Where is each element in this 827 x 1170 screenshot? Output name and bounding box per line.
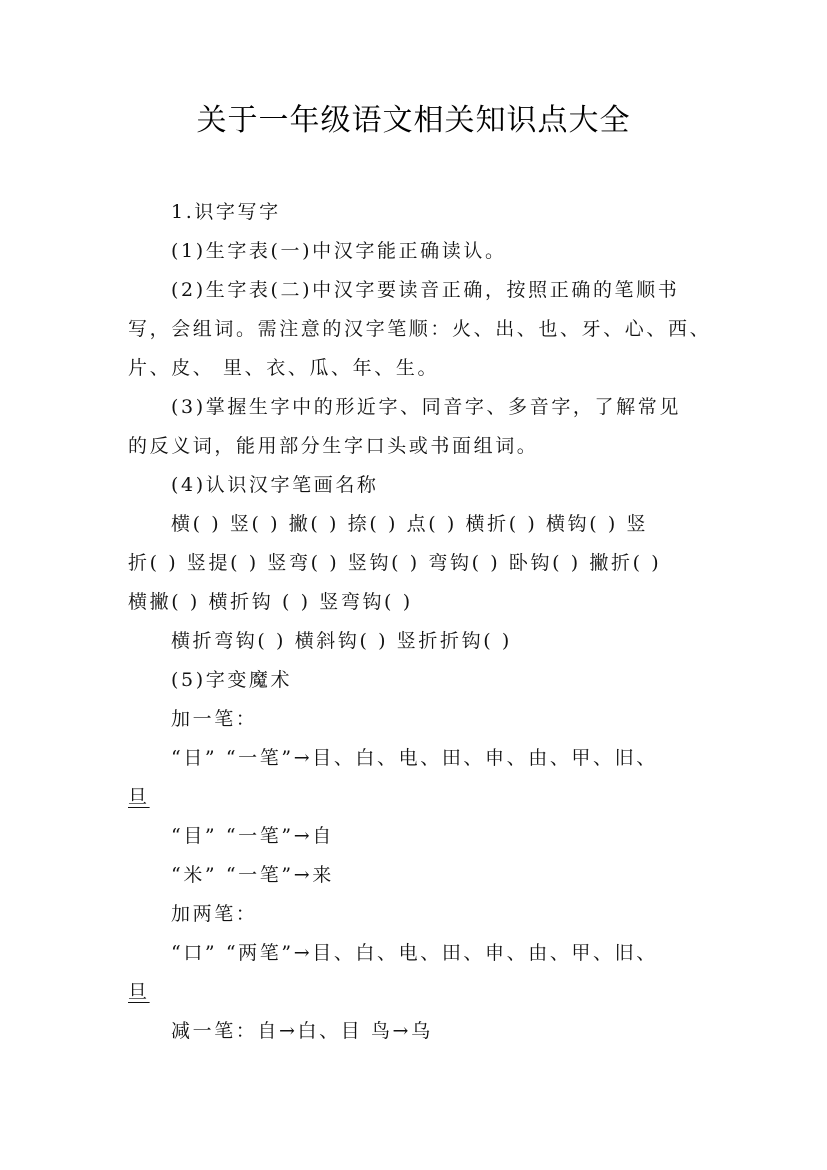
- paragraph-line: 旦: [128, 981, 150, 1003]
- paragraph-line: 写，会组词。需注意的汉字笔顺：火、出、也、牙、心、西、: [128, 318, 712, 340]
- paragraph-line: (3)掌握生字中的形近字、同音字、多音字，了解常见: [171, 396, 681, 418]
- paragraph-line: 加两笔：: [171, 903, 258, 925]
- paragraph-line: 加一笔：: [171, 708, 258, 730]
- paragraph-line: “目” “一笔”→自: [171, 825, 334, 847]
- stroke-names-line: 横撇( ) 横折钩 ( ) 竖弯钩( ): [128, 591, 413, 613]
- paragraph-line: “口” “两笔”→目、白、电、田、申、由、甲、旧、: [171, 942, 658, 964]
- paragraph-line: 旦: [128, 786, 150, 808]
- stroke-names-line: 横( ) 竖( ) 撇( ) 捺( ) 点( ) 横折( ) 横钩( ) 竖: [171, 513, 649, 535]
- paragraph-line: (2)生字表(二)中汉字要读音正确，按照正确的笔顺书: [171, 279, 680, 301]
- paragraph-line: (1)生字表(一)中汉字能正确读认。: [171, 240, 507, 262]
- section-heading-literacy: 1.识字写字: [171, 201, 281, 223]
- document-body: [128, 193, 712, 1051]
- paragraph-line: 片、皮、 里、衣、瓜、年、生。: [128, 357, 440, 379]
- paragraph-line: “日” “一笔”→目、白、电、田、申、由、甲、旧、: [171, 747, 658, 769]
- paragraph-line: (5)字变魔术: [171, 669, 293, 691]
- paragraph-line: 减一笔：自→白、目 鸟→乌: [171, 1020, 433, 1042]
- stroke-names-line: 折( ) 竖提( ) 竖弯( ) 竖钩( ) 弯钩( ) 卧钩( ) 撇折( ): [128, 552, 662, 574]
- stroke-names-line: 横折弯钩( ) 横斜钩( ) 竖折折钩( ): [171, 630, 512, 652]
- document-title: 关于一年级语文相关知识点大全: [196, 103, 631, 138]
- paragraph-line: “米” “一笔”→来: [171, 864, 334, 886]
- paragraph-line: (4)认识汉字笔画名称: [171, 474, 379, 496]
- paragraph-line: 的反义词，能用部分生字口头或书面组词。: [128, 435, 539, 457]
